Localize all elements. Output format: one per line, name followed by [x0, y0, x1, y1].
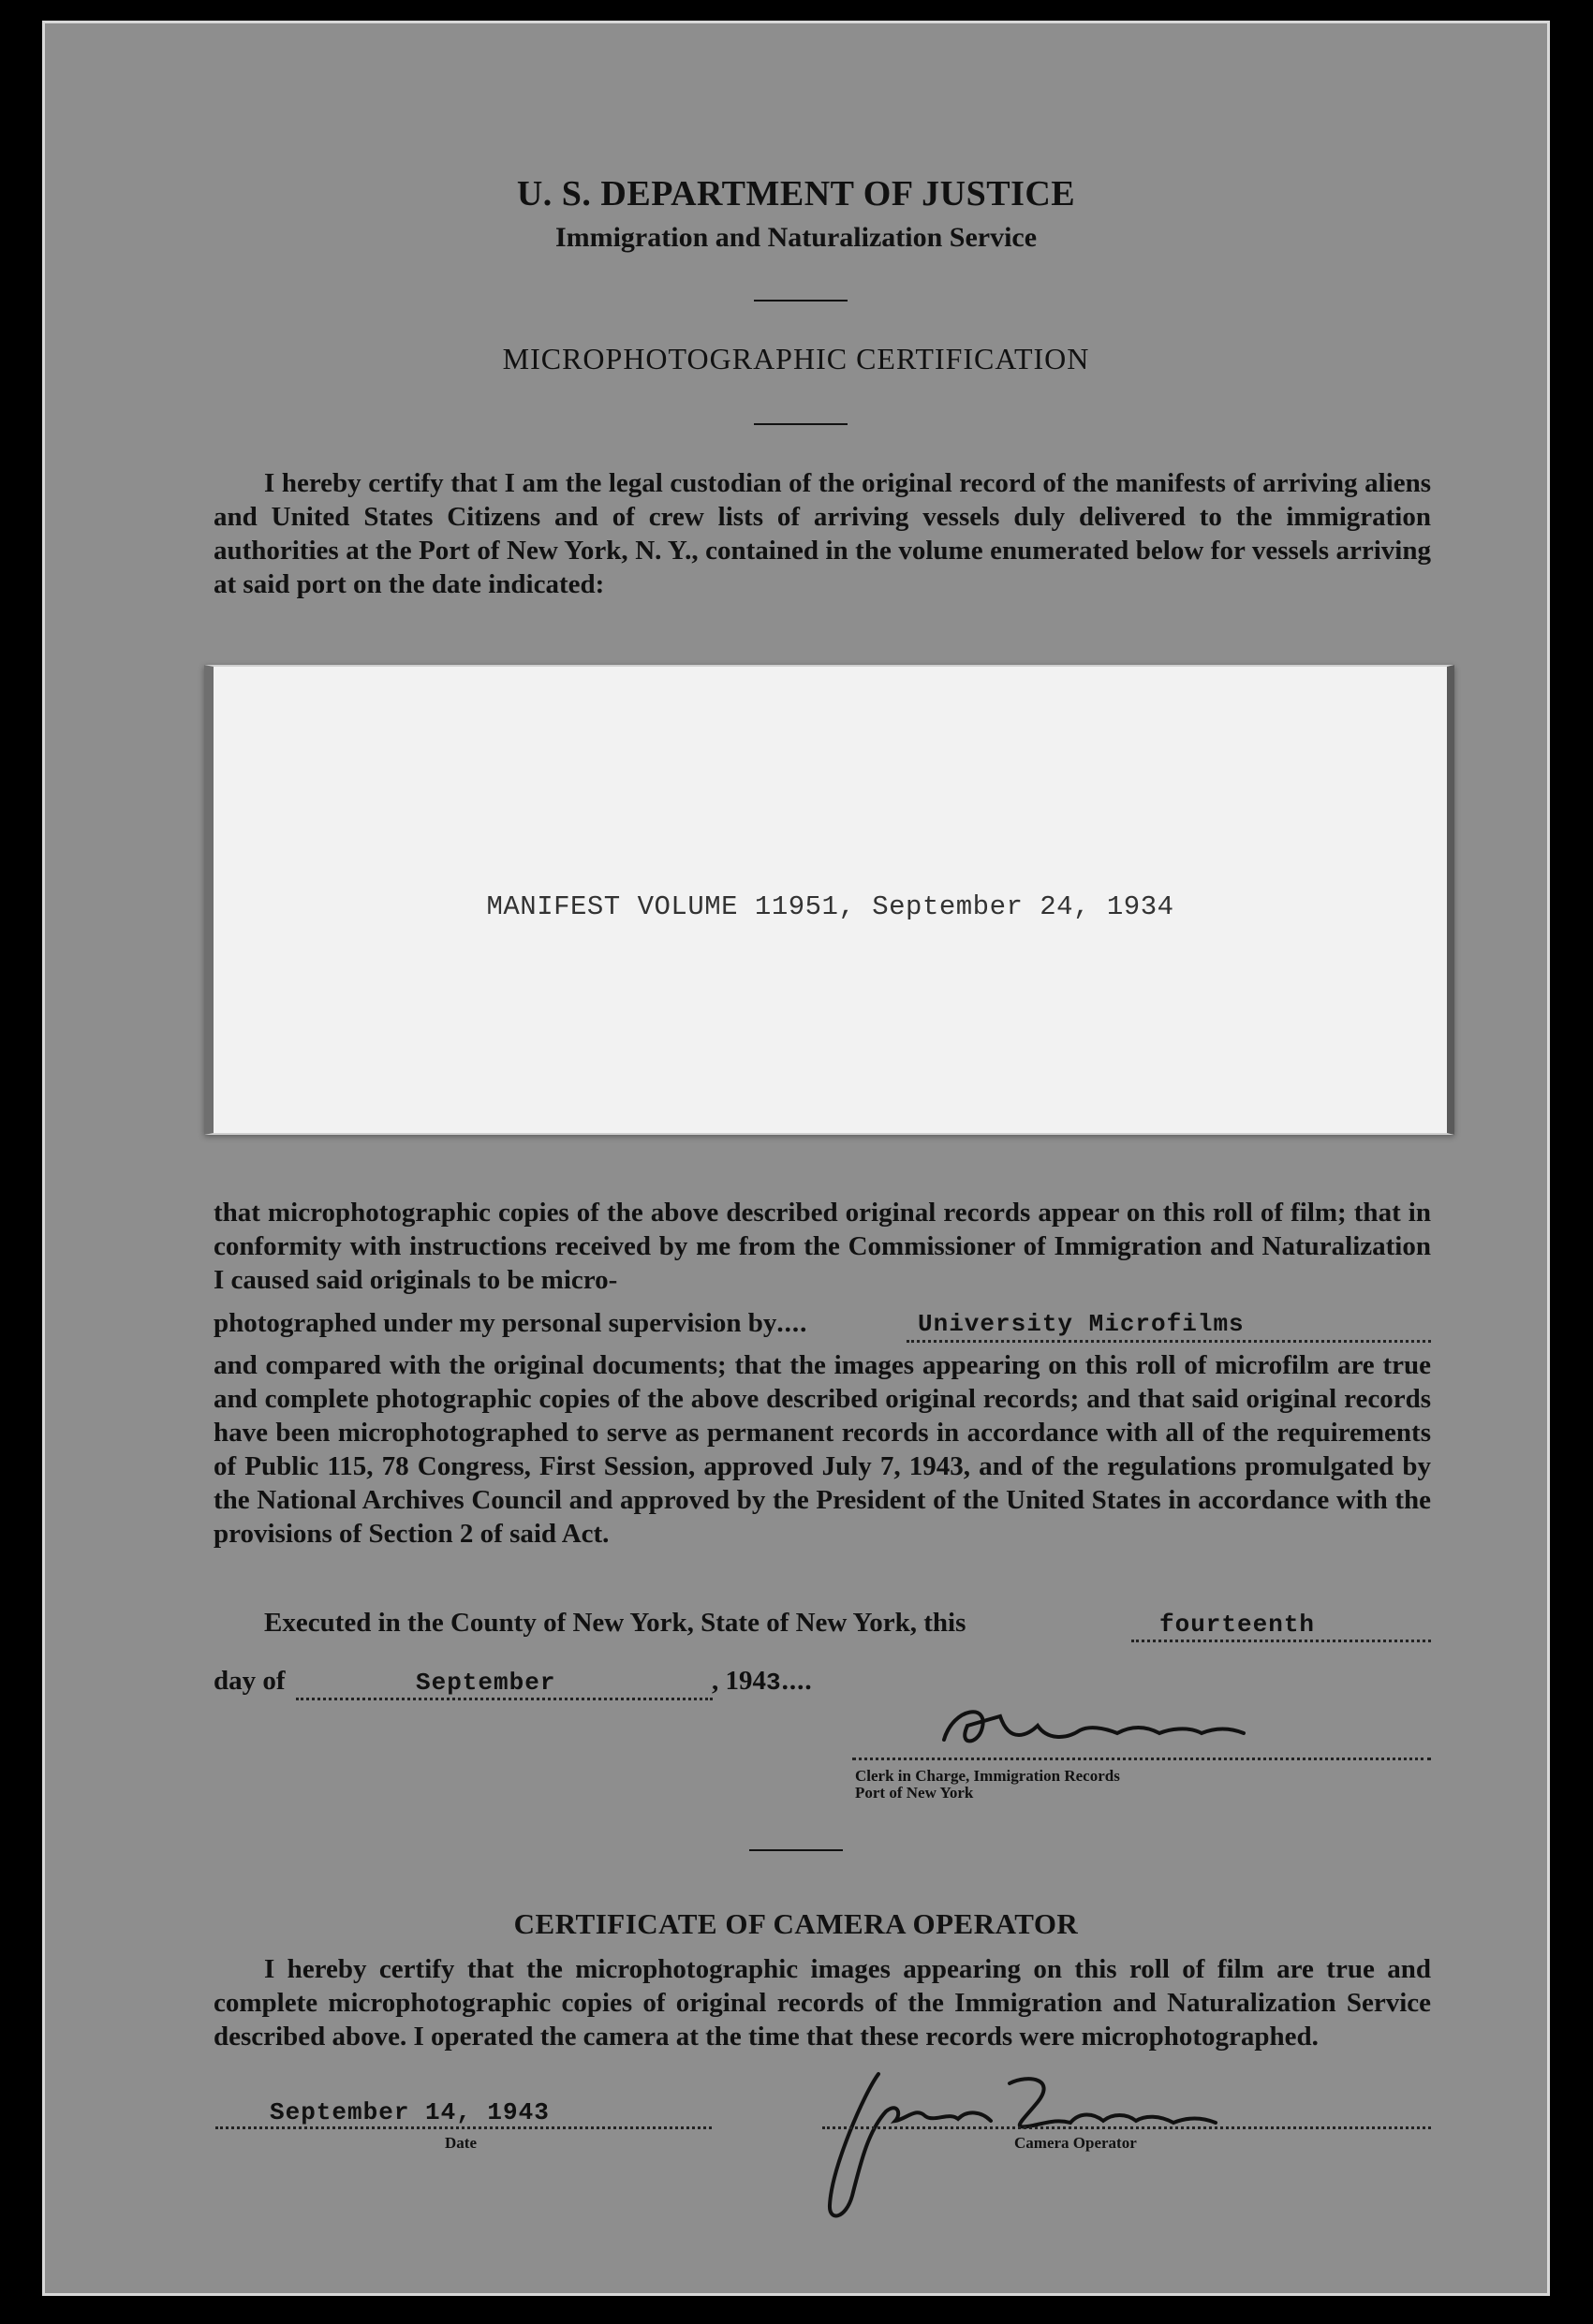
year-line: , 1943.... — [712, 1666, 813, 1697]
supervision-line: photographed under my personal supervision by.... — [214, 1308, 808, 1338]
year-digit: 3 — [766, 1669, 782, 1697]
clerk-caption-line1: Clerk in Charge, Immigration Records — [855, 1767, 1120, 1785]
department-title: U. S. DEPARTMENT OF JUSTICE — [516, 174, 1076, 213]
clerk-signature-line — [852, 1758, 1431, 1760]
intro-paragraph: I hereby certify that I am the legal custodian of the original record of the manifests of arriving aliens and United States Citizens and of crew lists of arriving vessels duly delivered to the immigration authorities at the Port of New York, N. Y., contained in the volume enumerated below for vessels arriving at said port on the date indicated: — [214, 468, 1431, 599]
certification-heading: MICROPHOTOGRAPHIC CERTIFICATION — [502, 342, 1090, 375]
day-value: fourteenth — [1159, 1611, 1316, 1639]
camera-date-value: September 14, 1943 — [270, 2098, 550, 2126]
divider-bottom — [749, 1849, 843, 1851]
body-paragraph-part1: that microphotographic copies of the above described original records appear on this roll of film; that in conformity with instructions received by me from the Commissioner of Immigration and Naturalization I caused said originals to be micro- — [214, 1198, 1431, 1295]
execution-line — [264, 1606, 966, 1640]
execution-prefix: Executed in the County of New York, State of New York, this — [264, 1608, 966, 1638]
volume-insert-card — [204, 665, 1454, 1135]
month-dotted-line — [296, 1698, 713, 1700]
divider-middle — [754, 423, 848, 425]
camera-operator-line — [822, 2126, 1431, 2129]
day-dotted-line — [1131, 1640, 1431, 1642]
camera-date-label: Date — [445, 2134, 477, 2152]
camera-operator-label: Camera Operator — [1014, 2134, 1137, 2152]
supervision-name: University Microfilms — [918, 1310, 1245, 1338]
camera-certificate-heading: CERTIFICATE OF CAMERA OPERATOR — [513, 1907, 1079, 1940]
service-subtitle: Immigration and Naturalization Service — [554, 222, 1038, 253]
volume-description: MANIFEST VOLUME 11951, September 24, 1934 — [486, 891, 1174, 922]
day-of-label: day of — [214, 1666, 286, 1696]
month-value: September — [416, 1669, 556, 1697]
supervision-prefix: photographed under my personal supervision by — [214, 1308, 777, 1338]
camera-certificate-paragraph: I hereby certify that the microphotographic images appearing on this roll of film are true and complete microphotographic copies of original records of the Immigration and Naturalization Service described above. I operated the camera at the time that these records were microphotographed. — [214, 1954, 1431, 2052]
camera-date-line — [215, 2126, 712, 2129]
certificate-page — [42, 21, 1550, 2296]
year-prefix: , 194 — [712, 1666, 766, 1696]
divider-top — [754, 300, 848, 302]
clerk-caption-line2: Port of New York — [855, 1784, 974, 1802]
supervision-dotted-line — [907, 1340, 1431, 1343]
body-paragraph-part2: and compared with the original documents; that the images appearing on this roll of microfilm are true and complete photographic copies of the above described original records; and that said original records have been microphotographed to serve as permanent records in accordance with all of the requirements of Public 115, 78 Congress, First Session, approved July 7, 1943, and of the regulations promulgated by the National Archives Council and approved by the President of the United States in accordance with the provisions of Section 2 of said Act. — [214, 1350, 1431, 1549]
